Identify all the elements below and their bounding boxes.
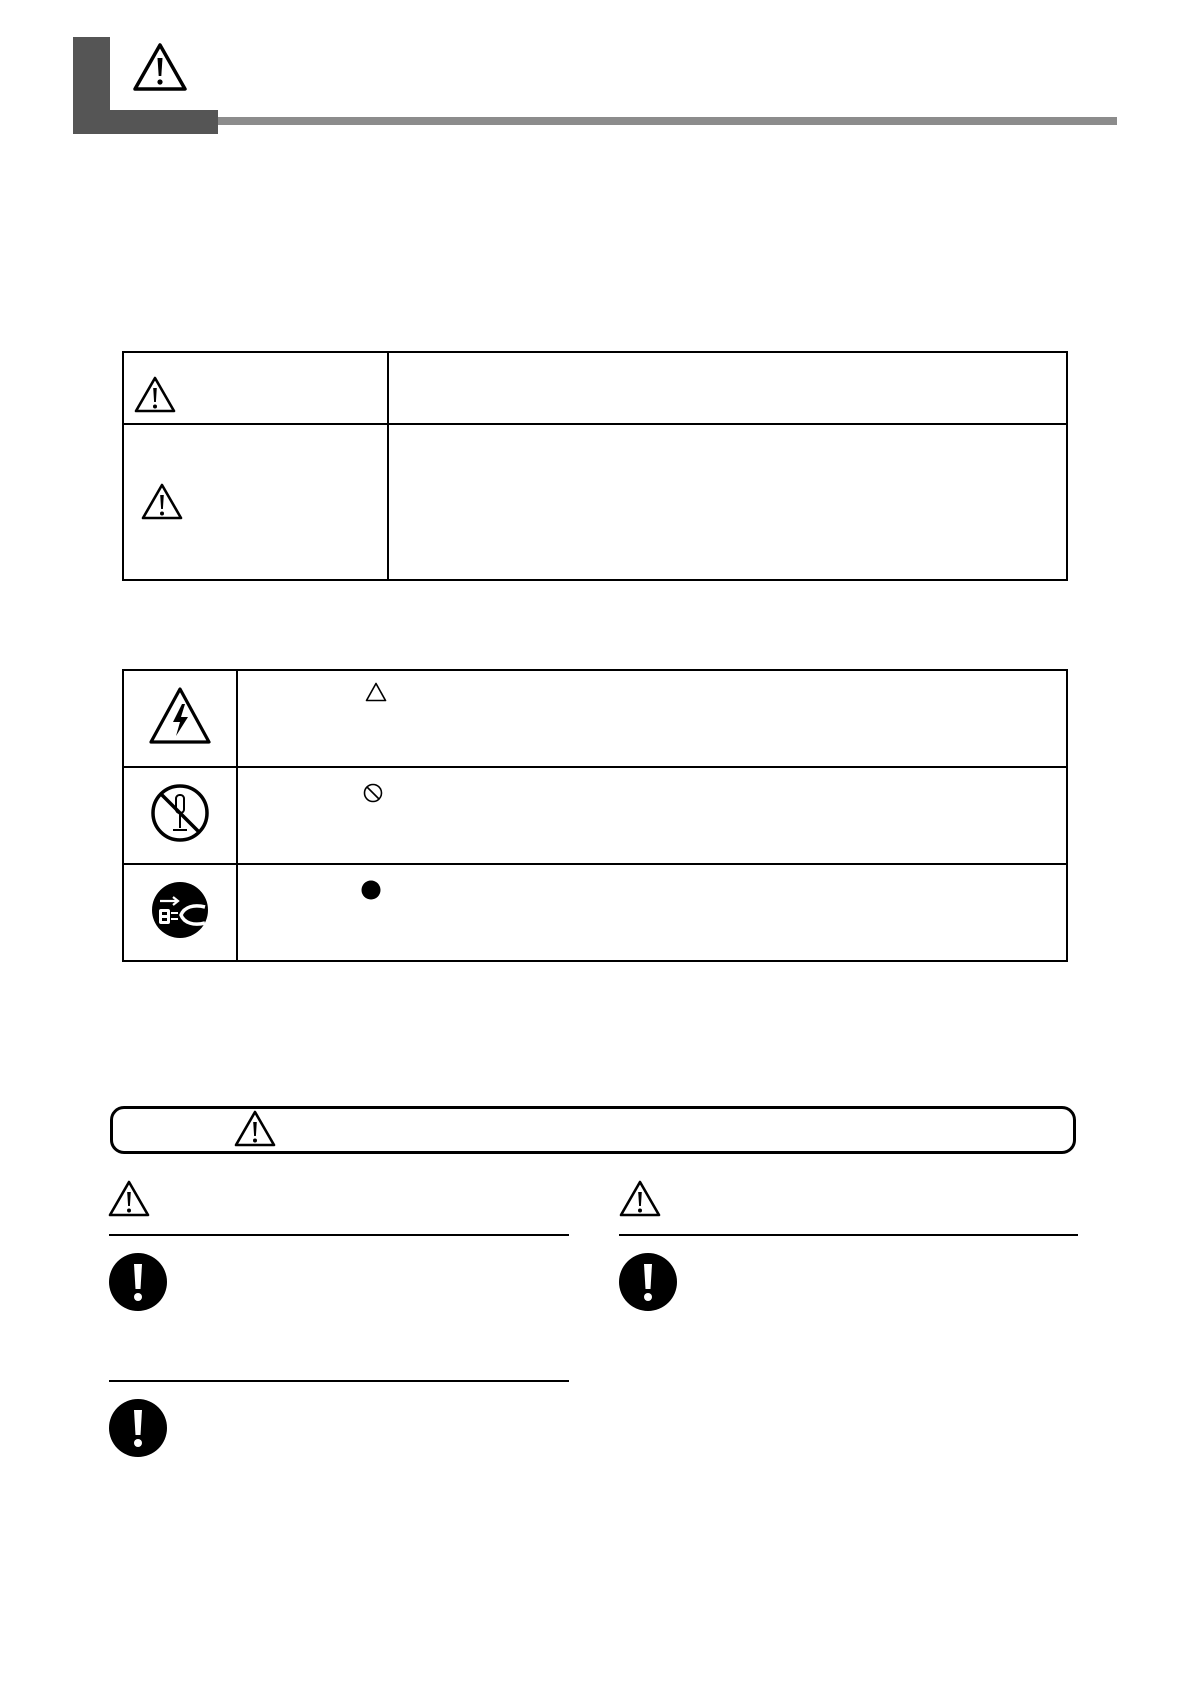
symbol-table: [122, 669, 1068, 962]
symbol-description: [237, 670, 1067, 767]
electric-shock-warning-icon: [148, 686, 212, 746]
warning-triangle-icon: [108, 1180, 150, 1218]
signal-word-table: [122, 351, 1068, 581]
warning-triangle-icon: [134, 376, 176, 414]
mandatory-action-icon: [619, 1253, 677, 1311]
signal-word-cell: [123, 424, 388, 580]
prohibition-circle-icon: [362, 782, 384, 804]
symbol-description: [237, 864, 1067, 961]
symbol-cell: [123, 767, 237, 864]
section-divider: [109, 1234, 569, 1236]
table-row: [123, 670, 1067, 767]
triangle-outline-icon: [365, 682, 387, 702]
unplug-power-cord-icon: [150, 880, 210, 940]
header-rule: [218, 117, 1117, 125]
filled-circle-icon: [360, 879, 382, 901]
warning-triangle-icon: [141, 483, 183, 521]
table-row: [123, 864, 1067, 961]
signal-word-description: [388, 424, 1067, 580]
signal-word-description: [388, 352, 1067, 424]
no-disassembly-icon: [149, 782, 211, 844]
table-row: [123, 424, 1067, 580]
section-divider: [619, 1234, 1078, 1236]
mandatory-action-icon: [109, 1399, 167, 1457]
signal-word-cell: [123, 352, 388, 424]
symbol-cell: [123, 864, 237, 961]
header-accent-foot: [73, 110, 218, 134]
table-row: [123, 767, 1067, 864]
warning-triangle-icon: [234, 1110, 276, 1148]
mandatory-action-icon: [109, 1253, 167, 1311]
symbol-description: [237, 767, 1067, 864]
section-divider: [109, 1380, 569, 1382]
warning-triangle-icon: [132, 42, 188, 92]
warning-triangle-icon: [619, 1180, 661, 1218]
table-row: [123, 352, 1067, 424]
symbol-cell: [123, 670, 237, 767]
